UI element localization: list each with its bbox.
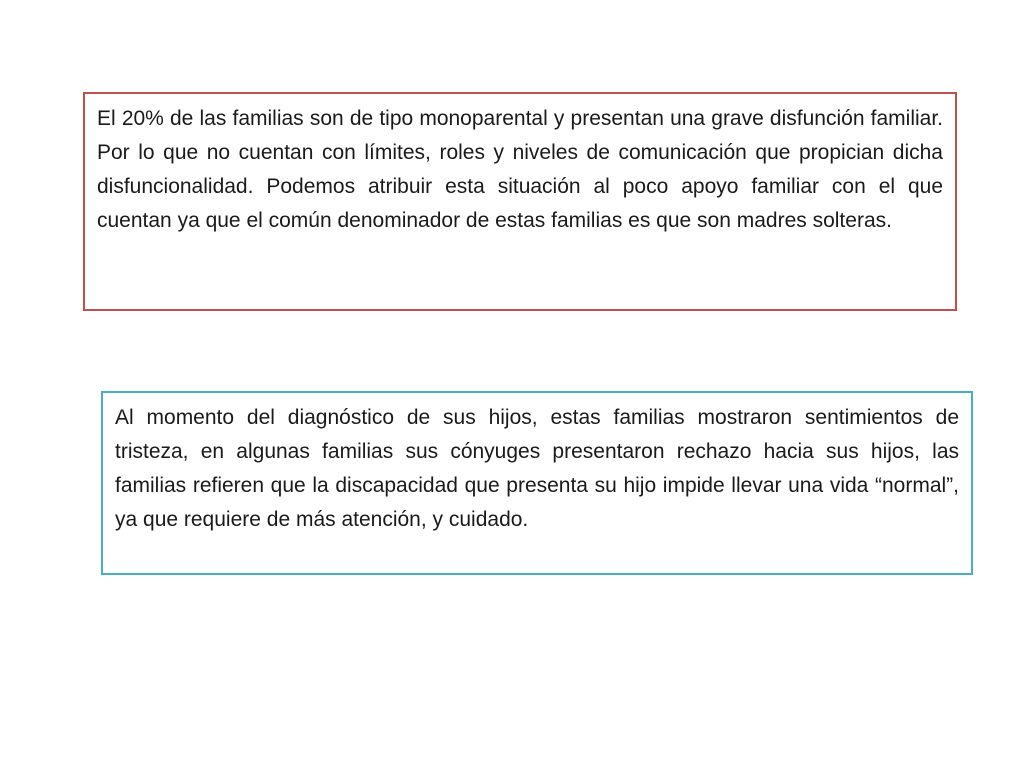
text-box-diagnostico [101,391,973,575]
text-box-monoparental [83,92,957,311]
paragraph-diagnostico: Al momento del diagnóstico de sus hijos, estas familias mostraron sentimientos de tristeza, en algunas familias sus cónyuges presentaron rechazo hacia sus hijos, las familias refieren que la discapacidad que presenta su hijo impide llevar una vida “normal”, ya que requiere de más atención, y cuidado. [115,406,959,531]
paragraph-monoparental: El 20% de las familias son de tipo monoparental y presentan una grave disfunción familiar. Por lo que no cuentan con límites, roles y niveles de comunicación que propician dicha disfuncionalidad. Podemos atribuir esta situación al poco apoyo familiar con el que cuentan ya que el común denominador de estas familias es que son madres solteras. [97,107,943,232]
